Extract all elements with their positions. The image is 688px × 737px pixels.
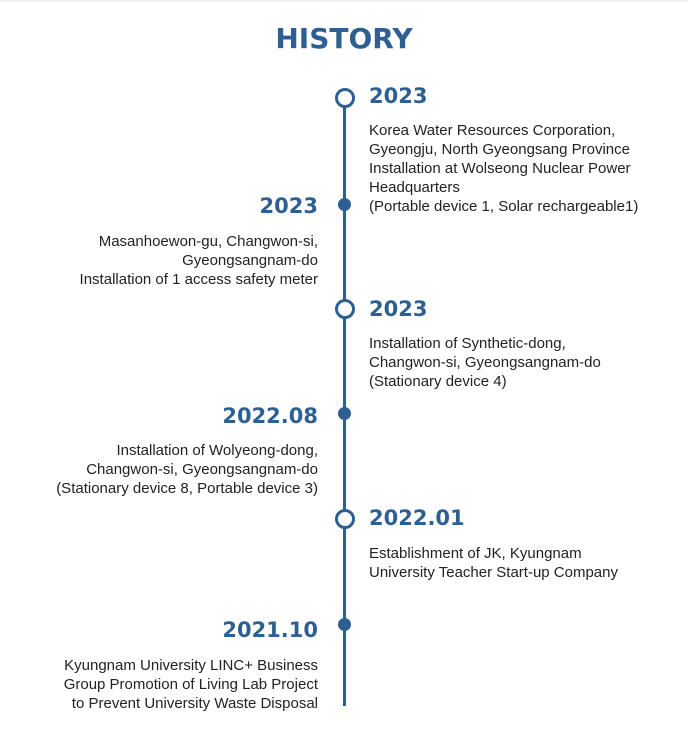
timeline-year: 2022.08 (222, 404, 318, 428)
timeline-marker-hollow-icon (335, 299, 355, 319)
timeline-year: 2022.01 (369, 506, 465, 530)
timeline-axis (343, 98, 346, 706)
timeline-description (80, 232, 318, 289)
timeline-description (56, 441, 318, 498)
top-divider (0, 0, 688, 2)
description-line: Headquarters (369, 179, 460, 196)
description-line: Installation at Wolseong Nuclear Power (369, 160, 631, 177)
description-line: Masanhoewon-gu, Changwon-si, (98, 233, 318, 250)
timeline-description (369, 121, 638, 216)
description-line: Changwon-si, Gyeongsangnam-do (369, 354, 601, 371)
timeline-year: 2021.10 (222, 618, 318, 642)
timeline-year: 2023 (259, 194, 318, 218)
description-line: (Stationary device 4) (369, 373, 507, 390)
timeline-year: 2023 (369, 297, 428, 321)
timeline-description (369, 334, 601, 391)
description-line: Kyungnam University LINC+ Business (64, 657, 318, 674)
description-line: (Stationary device 8, Portable device 3) (56, 480, 318, 497)
timeline-marker-dot-icon (338, 618, 351, 631)
timeline-year: 2023 (369, 84, 428, 108)
page-title: HISTORY (275, 22, 413, 55)
timeline-description (369, 544, 618, 582)
timeline-marker-dot-icon (338, 198, 351, 211)
description-line: Korea Water Resources Corporation, (369, 122, 616, 139)
description-line: Installation of 1 access safety meter (79, 271, 318, 288)
description-line: University Teacher Start-up Company (369, 564, 618, 581)
description-line: Gyeongsangnam-do (182, 252, 318, 269)
description-line: to Prevent University Waste Disposal (71, 695, 318, 712)
description-line: Gyeongju, North Gyeongsang Province (369, 141, 630, 158)
timeline-marker-hollow-icon (335, 88, 355, 108)
description-line: Group Promotion of Living Lab Project (63, 676, 318, 693)
description-line: Establishment of JK, Kyungnam (369, 545, 582, 562)
description-line: Changwon-si, Gyeongsangnam-do (86, 461, 318, 478)
description-line: Installation of Synthetic-dong, (369, 335, 566, 352)
timeline-marker-hollow-icon (335, 509, 355, 529)
timeline-marker-dot-icon (338, 407, 351, 420)
description-line: (Portable device 1, Solar rechargeable1) (369, 198, 639, 215)
timeline-description (64, 656, 318, 713)
description-line: Installation of Wolyeong-dong, (116, 442, 318, 459)
